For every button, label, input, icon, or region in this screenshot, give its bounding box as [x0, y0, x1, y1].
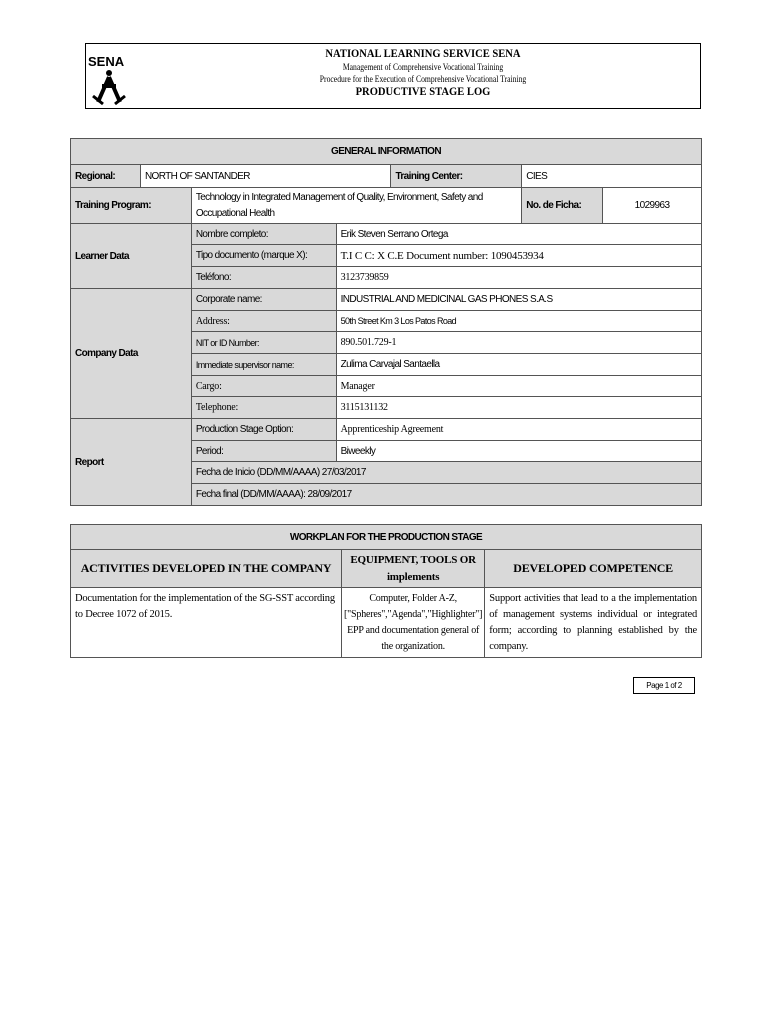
activities-column-header: ACTIVITIES DEVELOPED IN THE COMPANY: [71, 550, 342, 588]
training-center-value: CIES: [522, 165, 702, 188]
training-program-value: Technology in Integrated Management of Quality, Environment, Safety and Occupational Health: [191, 188, 521, 224]
training-program-label: Training Program:: [71, 188, 192, 224]
general-info-heading: GENERAL INFORMATION: [71, 139, 702, 165]
equipment-cell: Computer, Folder A-Z, ["Spheres","Agenda","Highlighter"] EPP and documentation general of the organization.: [342, 588, 485, 658]
end-date-value: 28/09/2017: [307, 489, 352, 500]
document-type-label: Tipo documento (marque X):: [191, 245, 336, 267]
ficha-label: No. de Ficha:: [522, 188, 603, 224]
cargo-value: Manager: [336, 376, 701, 397]
training-center-label: Training Center:: [391, 165, 522, 188]
competence-cell: Support activities that lead to a the implementation of management systems individual or integrated form; according to planning established by the company.: [485, 588, 702, 658]
nit-value: 890.501.729-1: [336, 332, 701, 354]
document-type-value: T.I C C: X C.E Document number: 1090453934: [336, 245, 701, 267]
learner-name-value: Erik Steven Serrano Ortega: [336, 224, 701, 245]
general-information-table: [70, 138, 702, 506]
learner-phone-label: Teléfono:: [191, 267, 336, 289]
period-value: Biweekly: [336, 441, 701, 462]
start-date-row: [191, 462, 701, 484]
regional-label: Regional:: [71, 165, 141, 188]
report-label: Report: [71, 419, 192, 506]
cargo-label: Cargo:: [191, 376, 336, 397]
stage-option-label: Production Stage Option:: [191, 419, 336, 441]
period-label: Period:: [191, 441, 336, 462]
activity-cell: Documentation for the implementation of the SG-SST according to Decree 1072 of 2015.: [71, 588, 342, 658]
telephone-value: 3115131132: [336, 397, 701, 419]
document-header: [85, 43, 701, 109]
supervisor-value: Zulima Carvajal Santaella: [336, 354, 701, 376]
procedure-subtitle: Procedure for the Execution of Comprehensive Vocational Training: [319, 74, 527, 84]
workplan-table: [70, 524, 702, 658]
institution-title: NATIONAL LEARNING SERVICE SENA: [325, 46, 521, 60]
learner-phone-value: 3123739859: [336, 267, 701, 289]
end-date-label: Fecha final (DD/MM/AAAA):: [195, 489, 306, 500]
supervisor-label: Immediate supervisor name:: [191, 354, 336, 376]
address-value: 50th Street Km 3 Los Patos Road: [336, 311, 701, 332]
nit-label: NIT or ID Number:: [191, 332, 336, 354]
learner-data-label: Learner Data: [71, 224, 192, 289]
company-data-label: Company Data: [71, 289, 192, 419]
start-date-value: 27/03/2017: [321, 467, 366, 478]
stage-option-value: Apprenticeship Agreement: [336, 419, 701, 441]
log-title: PRODUCTIVE STAGE LOG: [355, 84, 491, 98]
end-date-row: [191, 484, 701, 506]
telephone-label: Telephone:: [191, 397, 336, 419]
svg-text:SENA: SENA: [88, 54, 125, 69]
start-date-label: Fecha de Inicio (DD/MM/AAAA): [195, 467, 320, 478]
address-label: Address:: [191, 311, 336, 332]
learner-name-label: Nombre completo:: [191, 224, 336, 245]
sena-logo: [86, 44, 136, 110]
page-indicator: Page 1 of 2: [633, 677, 695, 694]
equipment-column-header: EQUIPMENT, TOOLS OR implements: [342, 550, 485, 588]
ficha-value: 1029963: [603, 188, 702, 224]
competence-column-header: DEVELOPED COMPETENCE: [485, 550, 702, 588]
corporate-name-label: Corporate name:: [191, 289, 336, 311]
regional-value: NORTH OF SANTANDER: [140, 165, 391, 188]
management-subtitle: Management of Comprehensive Vocational Training: [342, 62, 504, 72]
corporate-name-value: INDUSTRIAL AND MEDICINAL GAS PHONES S.A.S: [336, 289, 701, 311]
workplan-heading: WORKPLAN FOR THE PRODUCTION STAGE: [71, 525, 702, 550]
